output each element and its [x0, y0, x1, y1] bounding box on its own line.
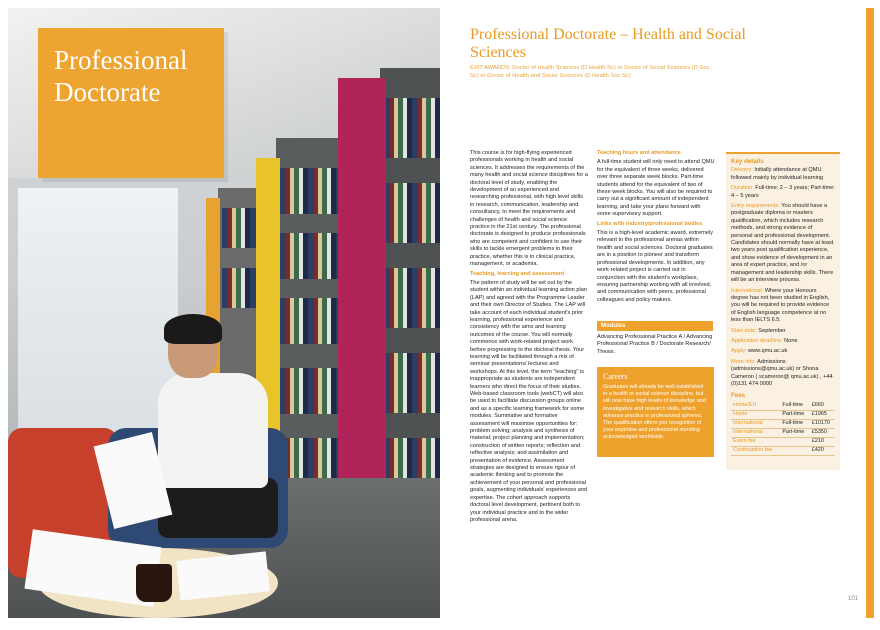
key-value: None	[782, 337, 798, 344]
fee-category: International	[731, 428, 780, 437]
key-item-delivery	[731, 167, 835, 182]
careers-text: Graduates will already be well established in a health or social science discipline, but will now have high levels of knowledge and investigative and research skills, which advance practice in professional spheres. The qualification offers you recognition of your expertise and professional standing acknowledged worldwide.	[603, 384, 706, 441]
page-heading: Professional Doctorate – Health and Social Sciences	[470, 26, 746, 61]
key-value: September	[756, 327, 786, 334]
key-details-box	[726, 152, 840, 470]
key-label: Application deadline:	[731, 337, 783, 344]
teaching-heading: Teaching, learning and assessment	[470, 270, 565, 277]
table-row	[731, 437, 835, 446]
photo-books	[280, 298, 342, 344]
key-details-title: Key details	[731, 158, 764, 165]
key-label: Start date:	[731, 327, 757, 334]
careers-box	[597, 367, 714, 457]
key-value: Initially attendance at QMU followed mainly by individual learning	[731, 167, 824, 181]
column-1	[470, 150, 588, 526]
fee-mode	[780, 446, 810, 455]
fee-category: Exam fee	[731, 437, 780, 446]
fee-amount: £420	[810, 446, 835, 455]
photo-books	[384, 183, 440, 243]
key-item-deadline	[731, 338, 835, 345]
photo-books	[280, 368, 342, 414]
photo-person	[164, 314, 222, 344]
photo-window	[18, 188, 178, 448]
photo-books	[384, 353, 440, 413]
key-value: You should have a postgraduate diploma or masters qualification, which includes research methods, and strong evidence of personal and professional development. Candidates should normally have at least two years post qualification experience, and show evidence of development in an area of expert practice, and /or management and leadership skills. There will be an interview process.	[731, 203, 834, 284]
key-item-more-info	[731, 359, 835, 389]
fee-mode: Part-time	[780, 428, 810, 437]
fee-mode: Part-time	[780, 410, 810, 419]
key-item-duration	[731, 185, 835, 200]
links-heading: Links with industry/professional bodies	[597, 220, 703, 227]
table-row	[731, 402, 835, 411]
hours-heading: Teaching hours and attendance	[597, 150, 681, 156]
careers-heading: Careers	[603, 372, 628, 381]
column-2	[597, 150, 715, 306]
key-item-entry	[731, 203, 835, 284]
fee-category: Home/EU	[731, 402, 780, 411]
photo-mug	[136, 564, 172, 602]
table-row	[731, 446, 835, 455]
key-label: Duration:	[731, 185, 754, 192]
fees-table	[731, 402, 835, 456]
cover-title-box	[38, 28, 224, 178]
key-value: www.qmu.ac.uk	[746, 348, 788, 355]
photo-books	[384, 268, 440, 328]
key-label: Entry requirements:	[731, 203, 780, 210]
photo-books	[280, 168, 342, 214]
key-label: Delivery:	[731, 167, 753, 174]
fee-amount: £210	[810, 437, 835, 446]
fee-mode	[780, 437, 810, 446]
key-label: Apply:	[731, 348, 747, 355]
page-number: 101	[848, 596, 859, 602]
key-value: Where your Honours degree has not been studied in English, you will be required to provide evidence of English language competence at no less than IELTS 6.5.	[731, 287, 830, 324]
key-item-international	[731, 288, 835, 325]
fee-category: Home	[731, 410, 780, 419]
page-edge-stripe	[866, 8, 874, 618]
intro-text: This course is for high-flying experienced professionals working in health and social sciences. It addresses the requirements of the many health and social science disciplines for a doctoral level of study, enabling the development of an experienced and researching professional, with high level skills in research, communication, leadership and consultancy, to meet the requirements and challenges of health and social science practice in the 21st century. The professional doctorate is designed to produce professionals who are competent and confident to use their skills to tackle emergent problems in their practice, whether this is in clinical practice, management, or academia.	[470, 150, 588, 268]
fee-category: Continuation fee	[731, 446, 780, 455]
fee-amount: £1965	[810, 410, 835, 419]
key-label: More info:	[731, 358, 756, 365]
photo-books	[280, 233, 342, 279]
key-value: Admissions (admissions@qmu.ac.uk) or Shona Cameron ( scameron@ qmu.ac.uk) , +44 (0)131 474 0000	[731, 358, 833, 387]
key-value: Full-time: 2 – 3 years; Part-time: 4 – 5 years	[731, 185, 835, 199]
fee-mode: Full-time	[780, 402, 810, 411]
hours-text: A full-time student will only need to attend QMU for the equivalent of three weeks, delivered over three separate week blocks. Part-time students attend for the equivalent of two of these week blocks. You will also be required to carry out a significant amount of independent learning, and take your plans forward with some supervisory support.	[597, 159, 715, 218]
modules-text: Advancing Professional Practice A / Advancing Professional Practice B / Doctorate Research/ Thesis.	[597, 334, 713, 355]
links-text: This is a high-level academic award, extremely relevant to the professional arenas within health and social sciences. Doctoral graduates are in a position to pioneer and transform professional developments. In addition, any work-related project is carried out in conjunction with the student's workplace, ensuring partnership working with all involved, and communication with peers, professional colleagues and policy makers.	[597, 230, 713, 303]
cover-title: Professional Doctorate	[54, 45, 188, 107]
fee-mode: Full-time	[780, 419, 810, 428]
photo-person	[158, 373, 268, 488]
teaching-text: The pattern of study will be set out by the student within an individual learning action plan (LAP) and agreed with the Programme Leader and their own Director of Studies. The LAP will take account of each individual student's prior learning, professional experience and consistency with the aims and learning outcomes of the course. You will normally commence with work-related project work before progressing to the doctoral thesis. Your learning will be facilitated through a mix of seminar presentations/ lectures and workshops. At this level, the term "teaching" is inappropriate as students are independent learners who direct the focus of their studies. Web-based classroom tools (webCT) will also be used to facilitate discussion groups online and as a specific learning framework for some modules. Summative and formative assessment will maximise opportunities for: problem solving; analysis and synthesis of material; project planning and implementation; construction of written reports; reflection and reflective analysis; and assimilation and presentation of evidence. Assessment strategies are designed to ensure rigour of academic thinking and to promote the achievement of your personal and professional goals, augmenting individuals' experiences and expertise. The cohort approach supports doctoral level development, pertinent both to your individual practice and to the wider professional arena.	[470, 279, 588, 523]
table-row	[731, 428, 835, 437]
exit-awards: EXIT AWARDS: Doctor of Health Sciences (D Health Sc) or Doctor of Social Sciences (D Soc Sc) or Doctor of Health and Social Sciences (D Health Soc Sc)	[470, 65, 710, 79]
key-details-list	[731, 167, 835, 388]
fee-amount: £10170	[810, 419, 835, 428]
table-row	[731, 410, 835, 419]
key-label: International:	[731, 287, 764, 294]
fee-category: International	[731, 419, 780, 428]
key-item-start-date	[731, 328, 835, 335]
table-row	[731, 419, 835, 428]
fee-amount: £660	[810, 402, 835, 411]
modules-heading: Modules	[597, 321, 713, 331]
key-item-apply	[731, 348, 835, 355]
photo-books	[384, 98, 440, 158]
fee-amount: £5350	[810, 428, 835, 437]
fees-title: Fees	[731, 392, 746, 400]
